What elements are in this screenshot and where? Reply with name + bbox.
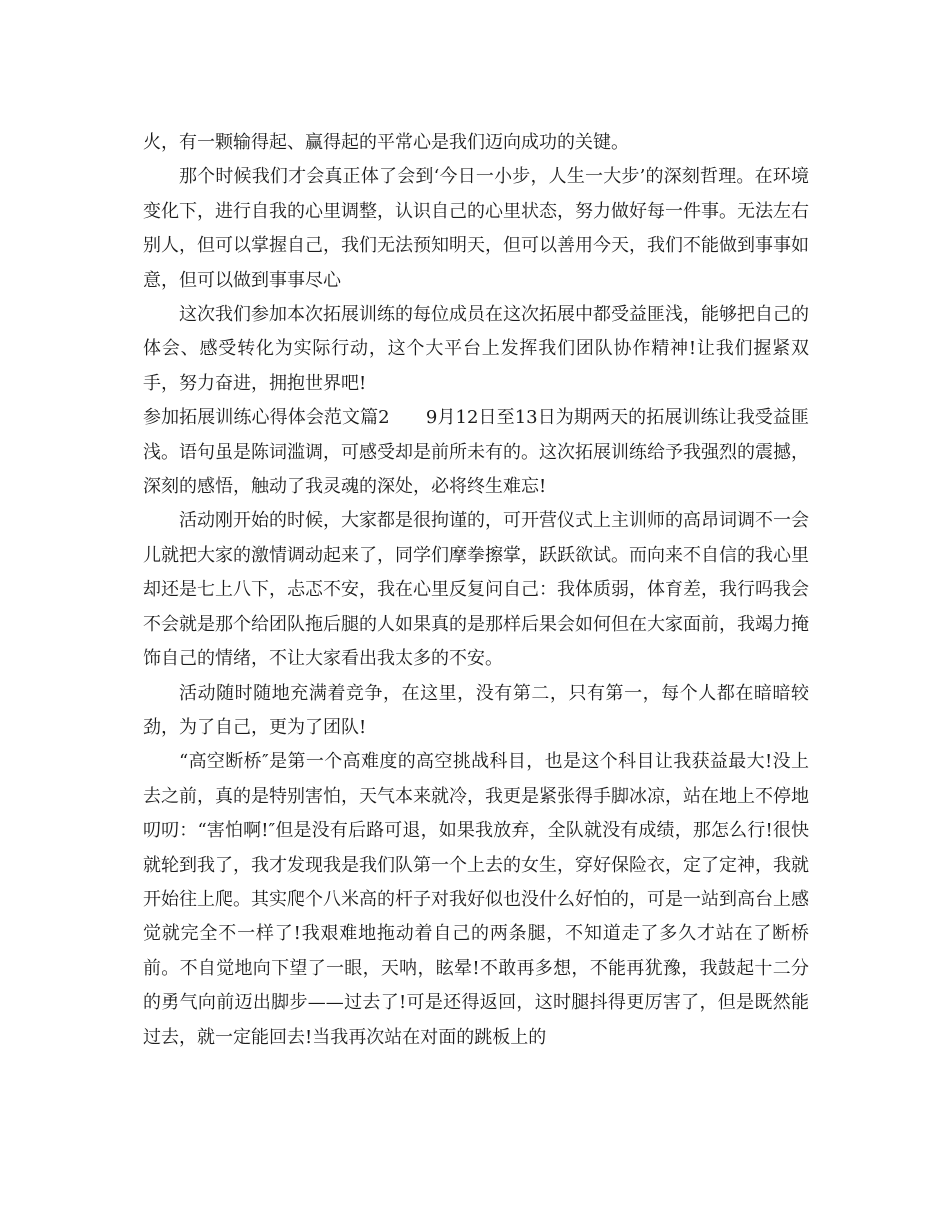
paragraph-4-section-heading: 参加拓展训练心得体会范文篇2 9月12日至13日为期两天的拓展训练让我受益匪浅。语句虽是陈词滥调，可感受却是前所未有的。这次拓展训练给予我强烈的震撼，深刻的感悟，触动了我灵魂的深处，必将终生难忘!: [143, 407, 809, 498]
paragraph-2: 那个时候我们才会真正体了会到‘今日一小步，人生一大步’的深刻哲理。在环境变化下，进行自我的心里调整，认识自己的心里状态，努力做好每一件事。无法左右别人，但可以掌握自己，我们无法预知明天，但可以善用今天，我们不能做到事事如意，但可以做到事事尽心: [143, 166, 809, 291]
paragraph-7: “高空断桥″是第一个高难度的高空挑战科目，也是这个科目让我获益最大!没上去之前，真的是特别害怕，天气本来就冷，我更是紧张得手脚冰凉，站在地上不停地叨叨：“害怕啊!″但是没有后路可退，如果我放弃，全队就没有成绩，那怎么行!很快就轮到我了，我才发现我是我们队第一个上去的女生，穿好保险衣，定了定神，我就开始往上爬。其实爬个八米高的杆子对我好似也没什么好怕的，可是一站到高台上感觉就完全不一样了!我艰难地拖动着自己的两条腿，不知道走了多久才站在了断桥前。不自觉地向下望了一眼，天呐，眩晕!不敢再多想，不能再犹豫，我鼓起十二分的勇气向前迈出脚步——过去了!可是还得返回，这时腿抖得更厉害了，但是既然能过去，就一定能回去!当我再次站在对面的跳板上的: [143, 751, 809, 1048]
paragraph-1: 火，有一颗输得起、赢得起的平常心是我们迈向成功的关键。: [143, 132, 629, 153]
paragraph-5: 活动刚开始的时候，大家都是很拘谨的，可开营仪式上主训师的高昂词调不一会儿就把大家的激情调动起来了，同学们摩拳擦掌，跃跃欲试。而向来不自信的我心里却还是七上八下，忐忑不安，我在心里反复问自己：我体质弱，体育差，我行吗我会不会就是那个给团队拖后腿的人如果真的是那样后果会如何但在大家面前，我竭力掩饰自己的情绪，不让大家看出我太多的不安。: [143, 510, 809, 670]
document-body: [143, 126, 809, 1055]
paragraph-3: 这次我们参加本次拓展训练的每位成员在这次拓展中都受益匪浅，能够把自己的体会、感受转化为实际行动，这个大平台上发挥我们团队协作精神!让我们握紧双手，努力奋进，拥抱世界吧!: [143, 304, 809, 394]
paragraph-6: 活动随时随地充满着竞争，在这里，没有第二，只有第一，每个人都在暗暗较劲，为了自己，更为了团队!: [143, 682, 809, 738]
